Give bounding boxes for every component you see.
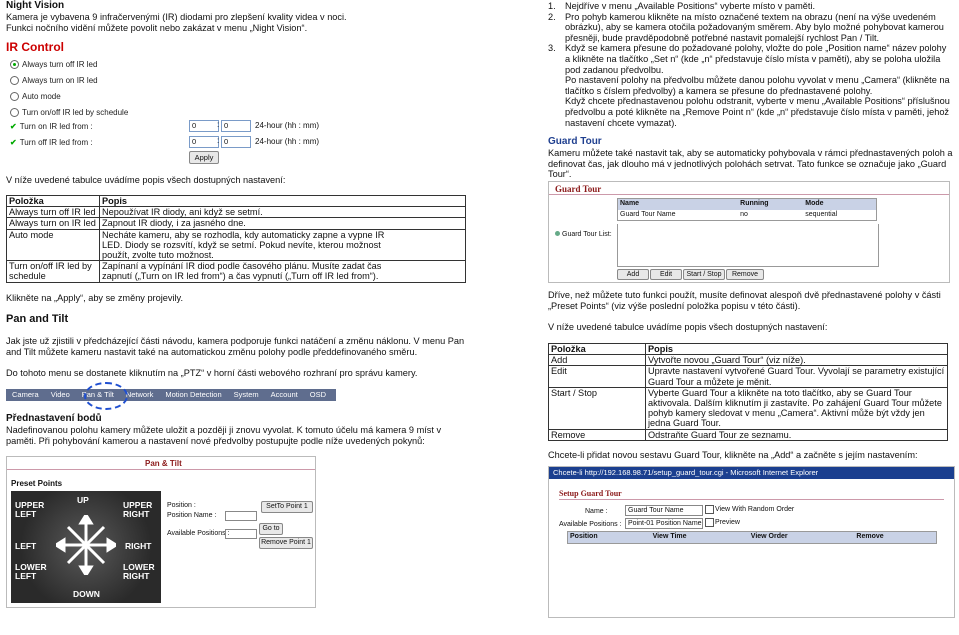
night-vision-paragraph-2: Funkci nočního vidění můžete povolit nebo zakázat v menu „Night Vision“.	[6, 23, 308, 33]
ir-settings-table	[6, 195, 466, 283]
step-list	[548, 1, 953, 128]
checkmark-icon: ✔	[10, 122, 17, 131]
table-row: Auto mode Necháte kameru, aby se rozhodla, kdy automaticky zapne a vypne IR LED. Diody se rozsvítí, když se setmí. Pokud nevíte, kterou možnost použít, zvolte tuto možnost.	[7, 229, 466, 261]
table-row: Start / Stop Vyberte Guard Tour a klikněte na toto tlačítko, aby se Guard Tour aktivovala. Dalším kliknutím ji zastavíte. Po zahájení Guard Tour můžete pohyb kamery sledovat v menu „Camera“. Aktivní může být vždy jen jedna Guard Tour.	[549, 387, 948, 429]
ir-off-minute-input[interactable]: 0	[221, 136, 251, 148]
radio-icon[interactable]	[10, 92, 19, 101]
position-name-label: Position Name :	[167, 512, 217, 519]
dir-upper-left[interactable]: UPPER LEFT	[15, 500, 45, 519]
ir-on-label: ✔ Turn on IR led from :	[10, 122, 93, 131]
step-item: 3. Když se kamera přesune do požadované polohy, vložte do pole „Position name“ název polohy a klikněte na tlačítko „Set n“ (kde „n“ představuje číslo místa v paměti), aby se poloha uložila pod zadanou předvolbu.	[548, 43, 947, 75]
bullet-icon	[555, 231, 560, 236]
guard-tour-list[interactable]	[617, 198, 877, 221]
radio-icon[interactable]	[10, 76, 19, 85]
goto-button[interactable]: Go to	[259, 523, 283, 535]
nav-item-account[interactable]: Account	[270, 390, 298, 399]
guard-tour-paragraph-2: Dříve, než můžete tuto funkci použít, musíte definovat alespoň dvě přednastavené polohy v části „Preset Points“ (viz výše poslední položka popisu v této části).	[548, 290, 941, 311]
gt-positions-select[interactable]: Point-01 Position Name	[625, 518, 703, 529]
pan-tilt-title: Pan & Tilt	[145, 459, 182, 468]
gt-setup-table[interactable]	[567, 531, 937, 544]
pan-tilt-heading: Pan and Tilt	[6, 313, 69, 325]
divider	[549, 194, 949, 195]
nav-item-video[interactable]: Video	[50, 390, 70, 399]
preset-paragraph: Nadefinovanou polohu kamery můžete uložit a později ji znovu vyvolat. K tomuto účelu má kamera 9 míst v paměti. Při pohybování kamerou a nastavení nové předvolby postupujte podle níže uvedených pokynů:	[6, 425, 442, 446]
preset-points-panel	[6, 456, 316, 608]
gt-list-row[interactable]: Guard Tour Name no sequential	[620, 210, 838, 218]
ir-off-hint: 24-hour (hh : mm)	[255, 137, 320, 146]
gt-list-label: Guard Tour List:	[555, 230, 612, 241]
nav-item-pan-tilt[interactable]: Pan & Tilt	[81, 390, 114, 399]
ir-control-title: IR Control	[6, 40, 64, 54]
table-intro: V níže uvedené tabulce uvádíme popis všech dostupných nastavení:	[6, 175, 286, 185]
dir-right[interactable]: RIGHT	[125, 541, 152, 551]
nav-item-osd[interactable]: OSD	[309, 390, 327, 399]
ir-option-always-on[interactable]: Always turn on IR led	[10, 76, 98, 87]
nav-item-system[interactable]: System	[233, 390, 259, 399]
gt-table-intro: V níže uvedené tabulce uvádíme popis všech dostupných nastavení:	[548, 322, 828, 332]
night-vision-heading: Night Vision	[6, 0, 65, 11]
step-3-paragraph-3: Když chcete přednastavenou polohu odstranit, vyberte v menu „Available Positions“ příslušnou předvolbu a poté klikněte na „Remove Point n“ (kde „n“ představuje číslo místa v paměti, jehož nastavení chcete vymazat).	[565, 96, 950, 128]
ir-control-panel	[6, 40, 326, 165]
nav-bar-screenshot	[6, 389, 336, 401]
gt-edit-button[interactable]: Edit	[650, 269, 682, 280]
step-item: 2. Pro pohyb kamerou klikněte na místo označené textem na obrazu (není na výše uvedeném obrázku), aby se kamera otočila požadovaným směrem. Aby bylo možné pohybovat kamerou přesněji, bude pravděpodobně potřebné nastavit pomalejší rychlost Pan / Tilt.	[548, 11, 944, 43]
dir-lower-left[interactable]: LOWER LEFT	[15, 562, 47, 581]
apply-button[interactable]: Apply	[189, 151, 219, 164]
set-to-point-button[interactable]: SetTo Point 1	[261, 501, 313, 513]
setup-guard-tour-title: Setup Guard Tour	[559, 489, 622, 498]
ir-option-auto[interactable]: Auto mode	[10, 92, 61, 103]
ptz-direction-pad[interactable]	[11, 491, 161, 603]
random-order-label: View With Random Order	[715, 506, 795, 513]
dir-left[interactable]: LEFT	[15, 541, 37, 551]
table-row: Always turn off IR led Nepoužívat IR diody, ani když se setmí.	[7, 207, 466, 218]
available-positions-label: Available Positions :	[167, 530, 230, 537]
dir-down[interactable]: DOWN	[73, 589, 100, 599]
ir-off-label: ✔ Turn off IR led from :	[10, 138, 93, 147]
gt-remove-button[interactable]: Remove	[726, 269, 764, 280]
gt-name-label: Name :	[585, 508, 608, 515]
remove-point-button[interactable]: Remove Point 1	[259, 537, 313, 549]
table-header-desc: Popis	[100, 196, 466, 207]
ir-option-schedule[interactable]: Turn on/off IR led by schedule	[10, 108, 128, 119]
ir-on-hint: 24-hour (hh : mm)	[255, 121, 320, 130]
new-guard-tour-paragraph: Chcete-li přidat novou sestavu Guard Tour, klikněte na „Add“ a začněte s jejím nastavením:	[548, 450, 918, 460]
radio-icon[interactable]	[10, 60, 19, 69]
table-row: Edit Upravte nastavení vytvořené Guard Tour. Vyvolají se parametry existující Guard Tour a můžete je měnit.	[549, 366, 948, 387]
gt-add-button[interactable]: Add	[617, 269, 649, 280]
ir-off-hour-input[interactable]: 0	[189, 136, 219, 148]
table-row: Always turn on IR led Zapnout IR diody, i za jasného dne.	[7, 218, 466, 229]
table-row: Add Vytvořte novou „Guard Tour“ (viz níže).	[549, 355, 948, 366]
table-header-row: Položka Popis	[549, 344, 948, 355]
position-name-input[interactable]	[225, 511, 257, 521]
radio-icon[interactable]	[10, 108, 19, 117]
position-label: Position :	[167, 502, 196, 509]
pan-tilt-paragraph-2: Do tohoto menu se dostanete kliknutím na „PTZ“ v horní části webového rozhraní pro správu kamery.	[6, 368, 418, 378]
nav-bar	[6, 389, 336, 401]
random-order-checkbox[interactable]	[705, 505, 714, 514]
step-3-paragraph-2: Po nastavení polohy na předvolbu můžete danou polohu vyvolat v menu „Camera“ (klikněte na tlačítko s číslem předvolby) a kamera se přesune do přednastavené polohy.	[565, 75, 950, 96]
available-positions-select[interactable]	[225, 529, 257, 539]
direction-arrows-icon	[56, 515, 116, 575]
checkmark-icon: ✔	[10, 138, 17, 147]
ir-on-minute-input[interactable]: 0	[221, 120, 251, 132]
dir-lower-right[interactable]: LOWER RIGHT	[123, 562, 155, 581]
table-row: Turn on/off IR led by schedule Zapínaní a vypínání IR diod podle časového plánu. Musíte zadat čas zapnutí („Turn on IR led from“) a čas vypnutí („Turn off IR led from“).	[7, 261, 466, 282]
ie-window-panel	[548, 466, 955, 618]
preset-heading: Přednastavení bodů	[6, 413, 102, 424]
step-item: 1. Nejdříve v menu „Available Positions“ vyberte místo v paměti.	[548, 1, 816, 11]
preview-checkbox[interactable]	[705, 518, 714, 527]
gt-list-body[interactable]	[617, 224, 879, 267]
pan-tilt-paragraph-1: Jak jste už zjistili v předcházející části návodu, kamera podporuje funkci natáčení a změnu náklonu. V menu Pan and Tilt můžete kameru nastavit také na automatickou změnu polohy podle předdefinovaného směru.	[6, 336, 465, 357]
guard-tour-title: Guard Tour	[555, 184, 602, 194]
nav-item-motion[interactable]: Motion Detection	[165, 390, 222, 399]
guard-tour-paragraph: Kameru můžete také nastavit tak, aby se automaticky pohybovala v rámci přednastavených poloh a definovat čas, jak dlouho má v jednotlivých polohách setrvat. Tato funkce se označuje jako „Guard Tour“.	[548, 148, 953, 180]
time-separator: :	[217, 136, 220, 145]
divider	[7, 469, 315, 470]
ir-option-always-off[interactable]: Always turn off IR led	[10, 60, 97, 71]
table-row: Remove Odstraňte Guard Tour ze seznamu.	[549, 429, 948, 440]
table-header-item: Položka	[7, 196, 100, 207]
gt-list-header: Name Running Mode	[618, 199, 877, 210]
apply-note: Klikněte na „Apply“, aby se změny projevily.	[6, 293, 184, 303]
nav-item-camera[interactable]: Camera	[12, 390, 39, 399]
night-vision-paragraph-1: Kamera je vybavena 9 infračervenými (IR) diodami pro zlepšení kvality videa v noci.	[6, 12, 347, 22]
preset-points-title: Preset Points	[11, 479, 63, 488]
preview-label: Preview	[715, 519, 740, 526]
guard-tour-panel	[548, 181, 950, 283]
guard-tour-heading: Guard Tour	[548, 136, 602, 147]
dir-upper-right[interactable]: UPPER RIGHT	[123, 500, 153, 519]
gt-setup-header: Position View Time View Order Remove	[568, 532, 937, 544]
nav-item-network[interactable]: Network	[125, 390, 154, 399]
divider	[559, 499, 944, 500]
ie-title-bar: Chcete-li http://192.168.98.71/setup_guard_tour.cgi - Microsoft Internet Explorer	[549, 467, 954, 479]
dir-up[interactable]: UP	[77, 495, 89, 505]
table-header-row	[7, 196, 466, 207]
gt-start-stop-button[interactable]: Start / Stop	[683, 269, 725, 280]
highlight-circle	[81, 382, 128, 410]
gt-name-input[interactable]: Guard Tour Name	[625, 505, 703, 516]
gt-positions-label: Available Positions :	[559, 521, 622, 528]
ir-on-hour-input[interactable]: 0	[189, 120, 219, 132]
time-separator: :	[217, 120, 220, 129]
gt-settings-table	[548, 343, 948, 441]
